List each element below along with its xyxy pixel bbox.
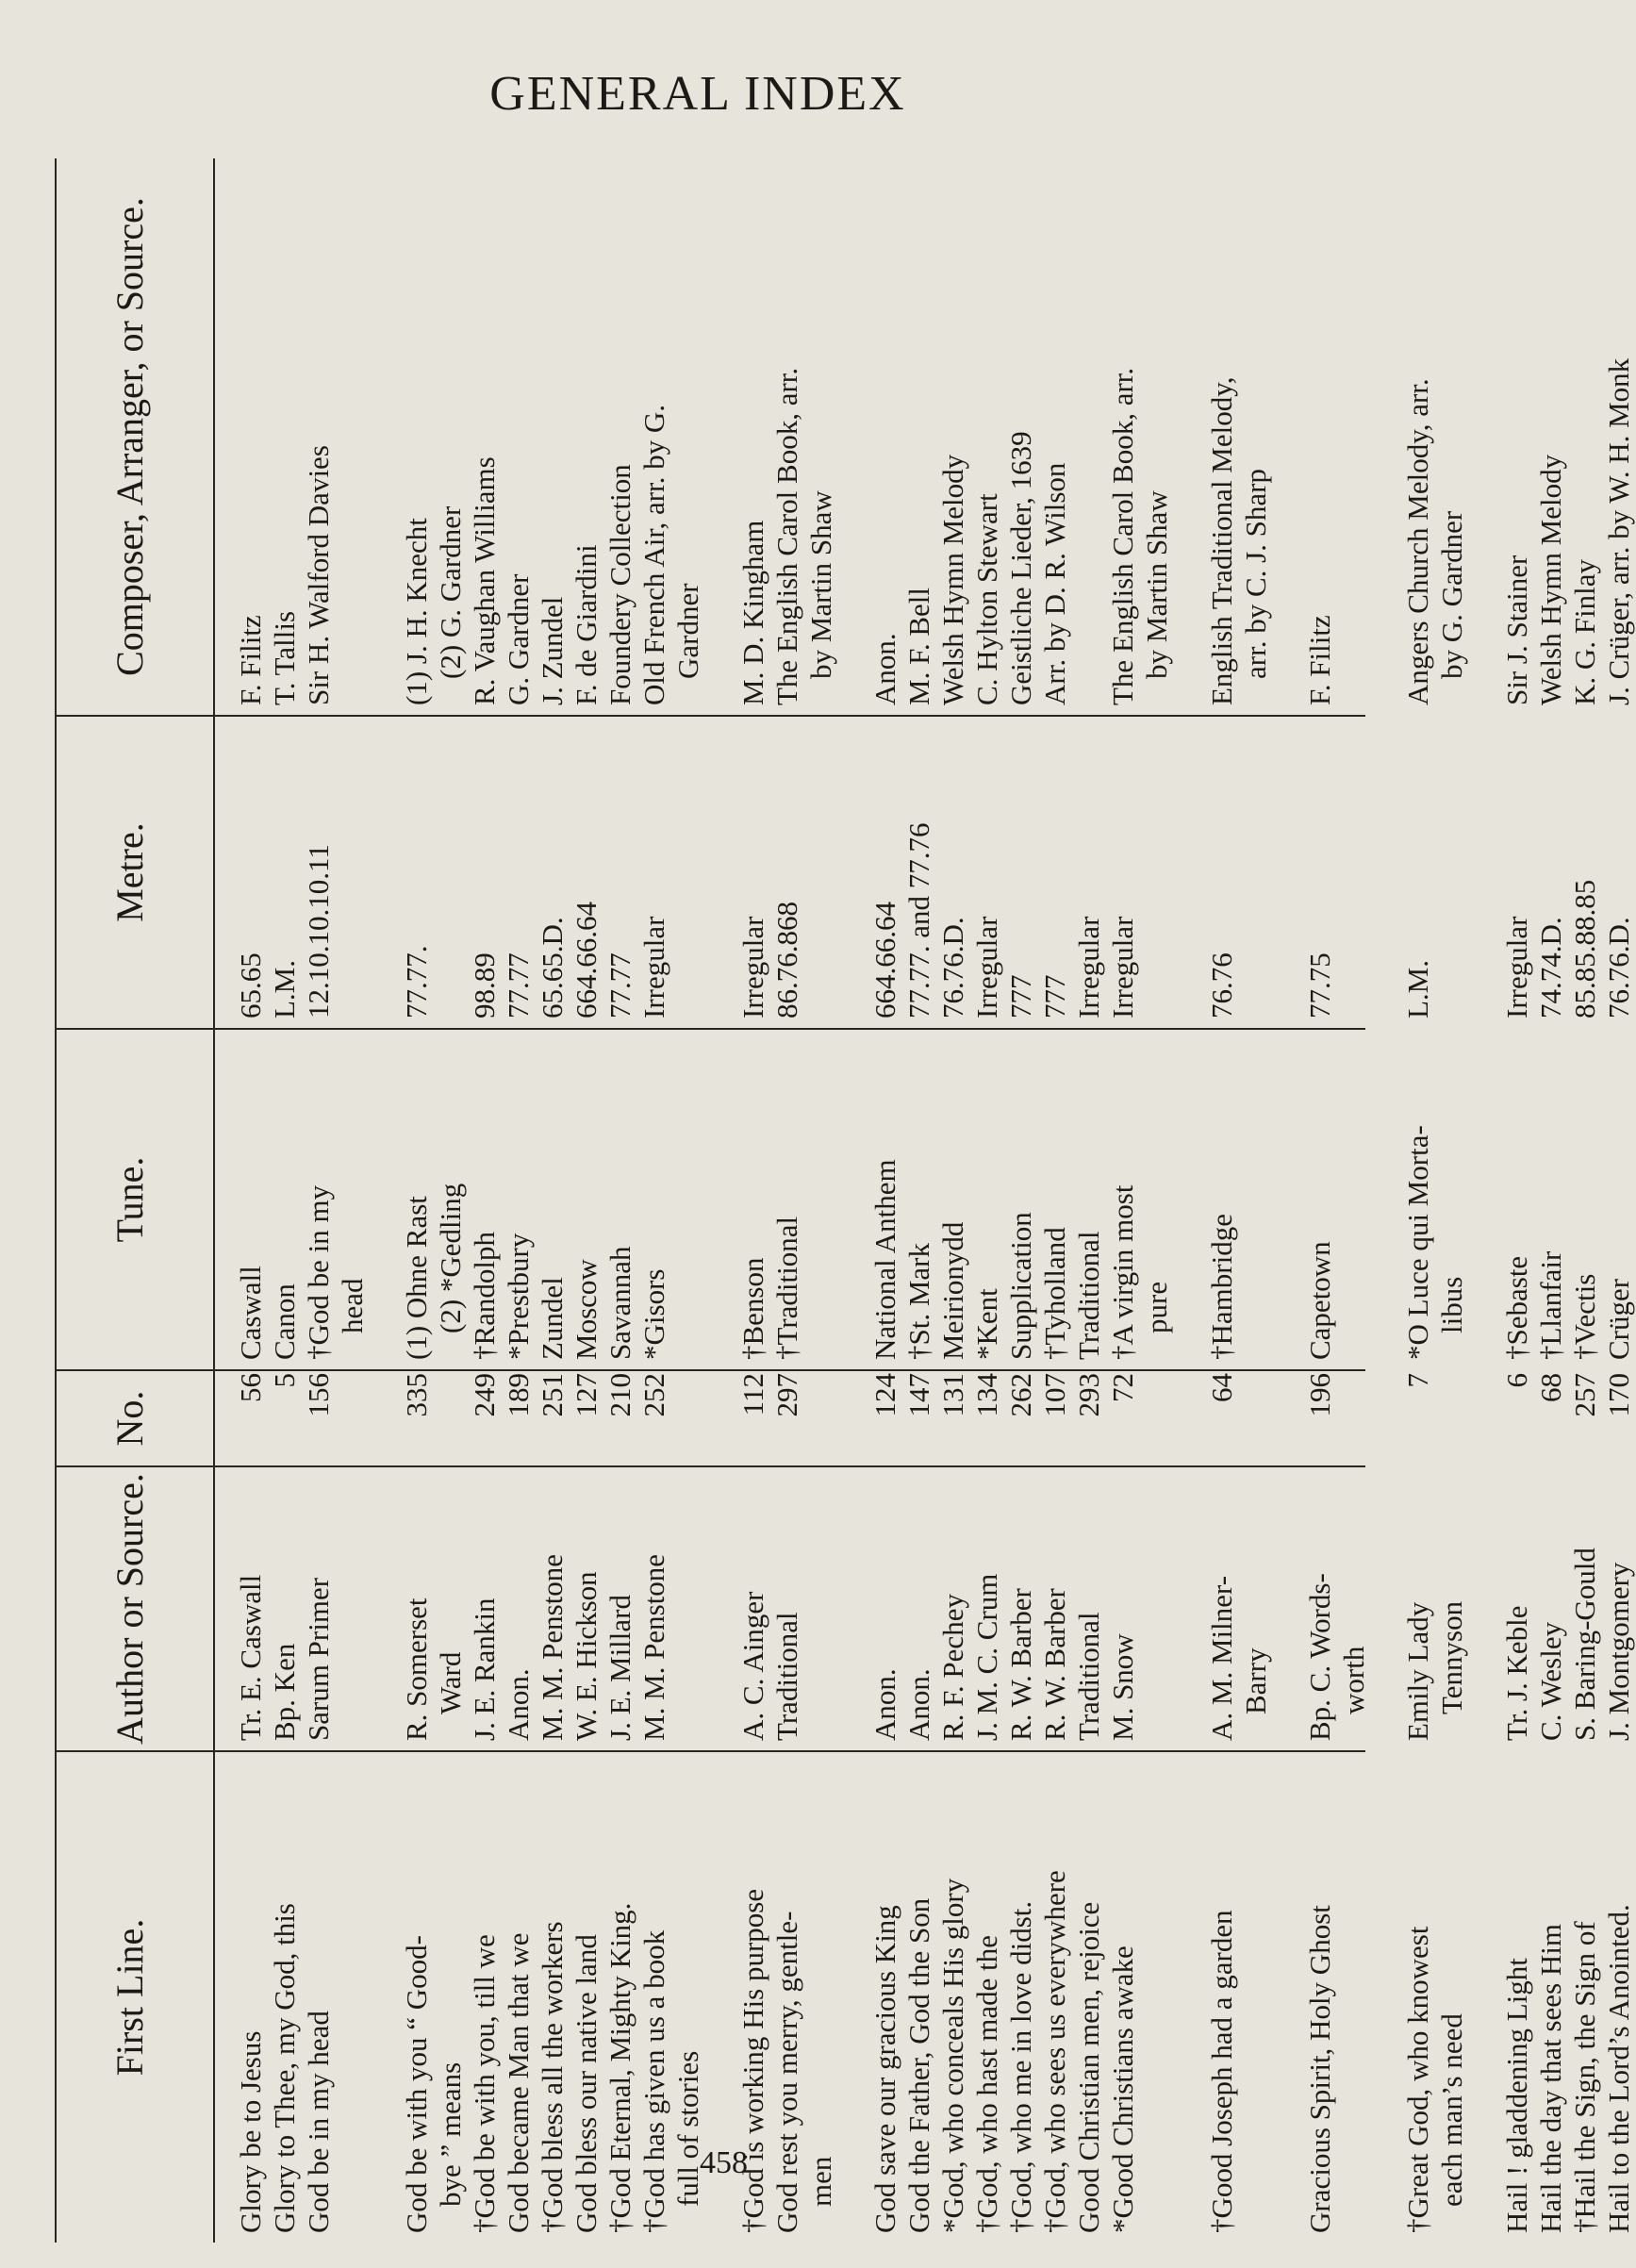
number-cell: 156 (302, 1373, 335, 1417)
first-line-cell: †God, who hast made the (970, 1935, 1004, 2233)
author-cell: Traditional (769, 1612, 803, 1741)
header-first-line: First Line. (108, 1918, 151, 2077)
first-line-cell: Hail to the Lord’s Anointed. (1601, 1904, 1635, 2233)
author-cell: R. Somerset (400, 1598, 434, 1741)
number-cell: 170 (1601, 1373, 1635, 1417)
number-cell: 189 (502, 1373, 536, 1417)
number-cell: 124 (868, 1373, 902, 1417)
first-line-cell: Hail the day that sees Him (1533, 1924, 1567, 2233)
table-row (1072, 158, 1106, 2243)
author-cell: A. C. Ainger (735, 1591, 769, 1741)
first-line-cell: Gracious Spirit, Holy Ghost (1303, 1905, 1336, 2233)
first-line-cell: God bless our native land (570, 1934, 603, 2233)
table-row (868, 158, 902, 2243)
index-table (55, 158, 1635, 2243)
tune-cell: Caswall (234, 1266, 267, 1360)
table-row (902, 158, 936, 2243)
number-cell: 6 (1499, 1373, 1533, 1388)
tune-cell: (1) Ohne Rast (400, 1196, 434, 1360)
metre-cell: 77.77. (400, 945, 434, 1018)
composer-cell: The English Carol Book, arr. (1106, 367, 1140, 705)
tune-cell: †Llanfair (1533, 1250, 1567, 1360)
first-line-cell: †God has given us a book (637, 1929, 671, 2233)
tune-cell: Meirionydd (936, 1221, 970, 1360)
tune-cell: Crüger (1601, 1278, 1635, 1360)
metre-cell: 77.75 (1303, 952, 1336, 1018)
number-cell: 107 (1038, 1373, 1072, 1417)
composer-cell: Anon. (868, 633, 902, 705)
number-cell: 68 (1533, 1373, 1567, 1402)
author-cell: Anon. (902, 1668, 936, 1741)
composer-cell: F. Filitz (234, 615, 267, 705)
tune-cell: †Vectis (1567, 1273, 1601, 1360)
author-cell: Bp. C. Words- (1303, 1573, 1336, 1741)
first-line-cell: †God bless all the workers (536, 1921, 570, 2233)
table-row (1500, 158, 1534, 2243)
metre-cell: 77.77 (502, 952, 536, 1018)
composer-cell: M. F. Bell (902, 588, 936, 705)
first-line-cell: †Good Joseph had a garden (1204, 1910, 1238, 2233)
author-cell: J. E. Millard (603, 1595, 637, 1741)
tune-cell: Canon (268, 1283, 301, 1360)
metre-cell: Irregular (735, 916, 769, 1018)
tune-cell: *O Luce qui Morta- (1401, 1125, 1435, 1360)
number-cell: 210 (603, 1373, 637, 1417)
composer-cell: Gardner (671, 583, 705, 679)
composer-cell: Welsh Hymn Melody (1533, 454, 1567, 705)
metre-cell: 777 (1004, 974, 1038, 1018)
table-row (637, 158, 705, 2243)
table-row (1205, 158, 1273, 2243)
author-cell: Tennyson (1435, 1600, 1469, 1714)
header-tune: Tune. (108, 1156, 151, 1243)
author-cell: Traditional (1072, 1612, 1106, 1741)
number-cell: 64 (1204, 1373, 1238, 1402)
tune-cell: head (336, 1278, 369, 1333)
table-row (936, 158, 970, 2243)
tune-cell: *Prestbury (502, 1233, 536, 1360)
tune-cell: *Kent (970, 1288, 1004, 1360)
table-row (1303, 158, 1371, 2243)
header-metre: Metre. (108, 822, 151, 922)
author-cell: Tr. J. Keble (1499, 1605, 1533, 1741)
table-row (468, 158, 502, 2243)
author-cell: M. Snow (1106, 1633, 1140, 1741)
tune-cell: †Traditional (769, 1216, 803, 1360)
metre-cell: Irregular (1106, 916, 1140, 1018)
tune-cell: Zundel (536, 1277, 570, 1360)
author-cell: R. W. Barber (1004, 1588, 1038, 1741)
tune-cell: Savannah (603, 1246, 637, 1360)
table-row (736, 158, 770, 2243)
number-cell: 293 (1072, 1373, 1106, 1417)
tune-cell: †God be in my (302, 1184, 335, 1360)
first-line-cell: †God, who sees us everywhere (1038, 1870, 1072, 2233)
table-row (302, 158, 370, 2243)
author-cell: J. M. C. Crum (970, 1573, 1004, 1741)
author-cell: J. E. Rankin (468, 1598, 502, 1741)
first-line-cell: †Great God, who knowest (1401, 1926, 1435, 2233)
author-cell: M. M. Penstone (536, 1553, 570, 1741)
metre-cell: 65.65 (234, 952, 267, 1018)
composer-cell: M. D. Kingham (735, 520, 769, 705)
number-cell: 252 (637, 1373, 671, 1417)
first-line-cell: †God be with you, till we (468, 1934, 502, 2233)
table-row (502, 158, 536, 2243)
author-cell: A. M. Milner- (1204, 1575, 1238, 1741)
composer-cell: C. Hylton Stewart (970, 493, 1004, 705)
composer-cell: T. Tallis (268, 610, 301, 705)
first-line-cell: God be in my head (302, 2011, 335, 2233)
first-line-cell: God rest you merry, gentle- (769, 1911, 803, 2233)
number-cell: 297 (769, 1373, 803, 1417)
author-cell: M. M. Penstone (637, 1553, 671, 1741)
tune-cell: Moscow (570, 1259, 603, 1360)
metre-cell: Irregular (1499, 916, 1533, 1018)
composer-cell: J. Crüger, arr. by W. H. Monk (1601, 357, 1635, 705)
author-cell: J. Montgomery (1601, 1562, 1635, 1741)
composer-cell: Angers Church Melody, arr. (1401, 378, 1435, 705)
tune-cell: †St. Mark (902, 1243, 936, 1360)
number-cell: 72 (1106, 1373, 1140, 1402)
number-cell: 196 (1303, 1373, 1336, 1417)
number-cell: 147 (902, 1373, 936, 1417)
first-line-cell: Hail ! gladdening Light (1499, 1958, 1533, 2233)
table-row (970, 158, 1004, 2243)
author-cell: Bp. Ken (268, 1643, 301, 1741)
header-no: No. (108, 1390, 151, 1447)
metre-cell: 85.85.88.85 (1567, 879, 1601, 1018)
first-line-cell: *Good Christians awake (1106, 1945, 1140, 2233)
tune-cell: †Benson (735, 1257, 769, 1360)
metre-cell: Irregular (637, 916, 671, 1018)
tune-cell: Capetown (1303, 1241, 1336, 1360)
first-line-cell: each man’s need (1435, 2013, 1469, 2207)
metre-cell: 65.65.D. (536, 917, 570, 1018)
table-row (268, 158, 302, 2243)
composer-cell: English Traditional Melody, (1204, 376, 1238, 705)
table-row (1602, 158, 1636, 2243)
first-line-cell: men (803, 2156, 837, 2207)
page-number: 458 (700, 2145, 748, 2180)
tune-cell: †Tyholland (1038, 1227, 1072, 1360)
metre-cell: 98.89 (468, 952, 502, 1018)
composer-cell: J. Zundel (536, 596, 570, 705)
number-cell: 5 (268, 1373, 301, 1388)
number-cell: 251 (536, 1373, 570, 1417)
number-cell: 249 (468, 1373, 502, 1417)
number-cell: 7 (1401, 1373, 1435, 1388)
metre-cell: 76.76.D. (936, 917, 970, 1018)
author-cell: W. E. Hickson (570, 1571, 603, 1741)
first-line-cell: Glory be to Jesus (234, 2030, 267, 2233)
tune-cell: †A virgin most (1106, 1184, 1140, 1360)
first-line-cell: †God Eternal, Mighty King. (603, 1902, 637, 2233)
composer-cell: Sir H. Walford Davies (302, 445, 335, 705)
tune-cell: Traditional (1072, 1231, 1106, 1360)
composer-cell: Geistliche Lieder, 1639 (1004, 431, 1038, 705)
table-row (536, 158, 570, 2243)
composer-cell: Old French Air, arr. by G. (637, 404, 671, 705)
metre-cell: Irregular (1072, 916, 1106, 1018)
composer-cell: arr. by C. J. Sharp (1238, 468, 1272, 679)
tune-cell: pure (1140, 1281, 1174, 1333)
metre-cell: 777 (1038, 974, 1072, 1018)
first-line-cell: God the Father, God the Son (902, 1897, 936, 2233)
table-row (1106, 158, 1174, 2243)
tune-cell: Supplication (1004, 1212, 1038, 1360)
tune-cell: libus (1435, 1276, 1469, 1333)
number-cell: 335 (400, 1373, 434, 1417)
composer-cell: Arr. by D. R. Wilson (1038, 462, 1072, 705)
table-body (224, 158, 1635, 2243)
table-row (1038, 158, 1072, 2243)
composer-cell: Foundery Collection (603, 464, 637, 705)
number-cell: 112 (735, 1373, 769, 1416)
metre-cell: L.M. (268, 960, 301, 1018)
composer-cell: F. Filitz (1303, 615, 1336, 705)
first-line-cell: †God, who me in love didst. (1004, 1900, 1038, 2233)
composer-cell: G. Gardner (502, 573, 536, 705)
first-line-cell: †God is working His purpose (735, 1888, 769, 2233)
tune-cell: †Randolph (468, 1231, 502, 1360)
author-cell: Tr. E. Caswall (234, 1574, 267, 1741)
number-cell: 134 (970, 1373, 1004, 1417)
first-line-cell: Glory to Thee, my God, this (268, 1903, 301, 2233)
author-cell: Anon. (502, 1668, 536, 1741)
metre-cell: 76.76.D. (1601, 917, 1635, 1018)
first-line-cell: God became Man that we (502, 1932, 536, 2233)
metre-cell: 12.10.10.10.11 (302, 844, 335, 1018)
metre-cell: 77.77. and 77.76 (902, 822, 936, 1018)
page-title: GENERAL INDEX (489, 67, 906, 121)
number-cell: 257 (1567, 1373, 1601, 1417)
author-cell: Barry (1238, 1647, 1272, 1714)
author-cell: C. Wesley (1533, 1621, 1567, 1741)
author-cell: S. Baring-Gould (1567, 1548, 1601, 1741)
table-row (1568, 158, 1602, 2243)
tune-cell: (2) *Gedling (434, 1183, 468, 1333)
number-cell: 56 (234, 1373, 267, 1402)
table-row (570, 158, 603, 2243)
table-row (1004, 158, 1038, 2243)
table-row (1534, 158, 1568, 2243)
table-row (400, 158, 468, 2243)
author-cell: Emily Lady (1401, 1601, 1435, 1741)
first-line-cell: *God, who conceals His glory (936, 1878, 970, 2233)
tune-cell: National Anthem (868, 1159, 902, 1360)
author-cell: worth (1337, 1646, 1370, 1714)
author-cell: R. W. Barber (1038, 1588, 1072, 1741)
composer-cell: Sir J. Stainer (1499, 555, 1533, 705)
composer-cell: (2) G. Gardner (434, 505, 468, 679)
number-cell: 127 (570, 1373, 603, 1417)
header-composer: Composer, Arranger, or Source. (108, 197, 151, 676)
metre-cell: 664.66.64 (570, 902, 603, 1018)
metre-cell: 86.76.868 (769, 902, 803, 1018)
first-line-cell: †Hail the Sign, the Sign of (1567, 1921, 1601, 2233)
metre-cell: L.M. (1401, 960, 1435, 1018)
first-line-cell: Good Christian men, rejoice (1072, 1901, 1106, 2233)
composer-cell: by G. Gardner (1435, 510, 1469, 679)
first-line-cell: God save our gracious King (868, 1905, 902, 2233)
metre-cell: 74.74.D. (1533, 917, 1567, 1018)
composer-cell: by Martin Shaw (1140, 490, 1174, 679)
number-cell: 262 (1004, 1373, 1038, 1417)
author-cell: R. F. Pechey (936, 1594, 970, 1741)
table-row (234, 158, 268, 2243)
table-row (1401, 158, 1469, 2243)
composer-cell: (1) J. H. Knecht (400, 518, 434, 705)
header-rule (213, 158, 215, 2243)
composer-cell: Welsh Hymn Melody (936, 454, 970, 705)
author-cell: Ward (434, 1651, 468, 1714)
metre-cell: 77.77 (603, 952, 637, 1018)
table-row (770, 158, 838, 2243)
author-cell: Anon. (868, 1668, 902, 1741)
author-cell: Sarum Primer (302, 1577, 335, 1741)
metre-cell: 76.76 (1204, 952, 1238, 1018)
composer-cell: F. de Giardini (570, 544, 603, 705)
tune-cell: †Sebaste (1499, 1255, 1533, 1360)
number-cell: 131 (936, 1373, 970, 1417)
first-line-cell: full of stories (671, 2050, 705, 2207)
table-row (603, 158, 637, 2243)
tune-cell: †Hambridge (1204, 1214, 1238, 1360)
metre-cell: Irregular (970, 916, 1004, 1018)
composer-cell: K. G. Finlay (1567, 559, 1601, 705)
composer-cell: by Martin Shaw (803, 490, 837, 679)
metre-cell: 664.66.64 (868, 902, 902, 1018)
tune-cell: *Gisors (637, 1268, 671, 1360)
first-line-cell: bye ” means (434, 2061, 468, 2207)
first-line-cell: God be with you “ Good- (400, 1935, 434, 2233)
composer-cell: The English Carol Book, arr. (769, 367, 803, 705)
header-author: Author or Source. (108, 1473, 151, 1745)
composer-cell: R. Vaughan Williams (468, 456, 502, 705)
